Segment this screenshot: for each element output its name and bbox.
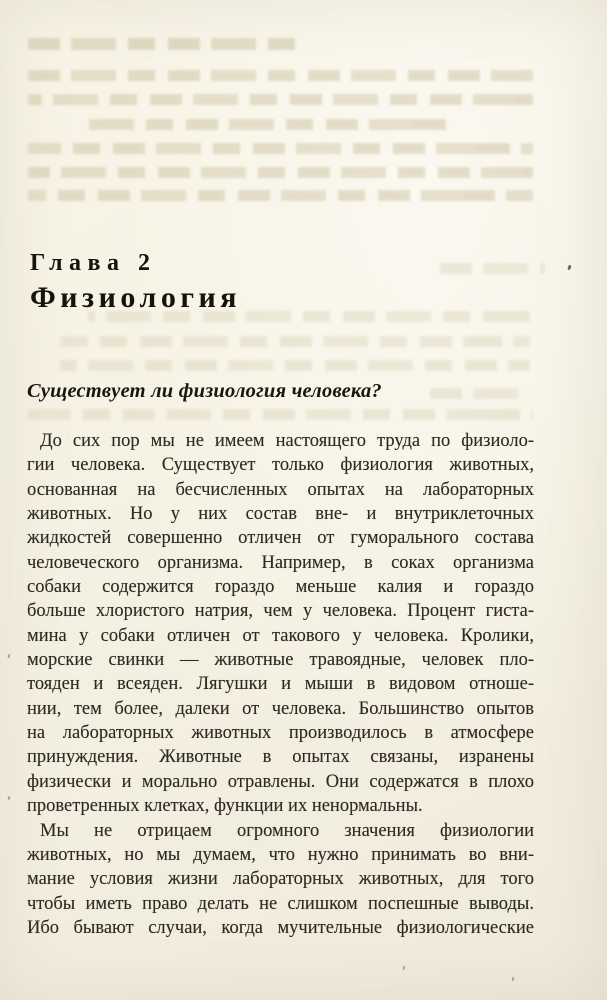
- text-line: Ибо бывают случаи, когда мучительные физиологические: [27, 917, 534, 938]
- chapter-heading: [30, 249, 241, 314]
- text-line: человеческого организма. Например, в соках организма: [27, 552, 534, 573]
- text-line: мина у собаки отличен от такового у человека. Кролики,: [27, 625, 534, 646]
- text-line: жидкостей совершенно отличен от гуморального состава: [27, 528, 534, 549]
- text-line: проветренных клетках, функции их ненормальны.: [27, 796, 423, 817]
- bleed-through-line: [28, 70, 533, 81]
- chapter-label: Глава 2: [30, 250, 157, 276]
- bleed-through-line: [60, 336, 530, 347]
- text-line: тояден и всеяден. Лягушки и мыши в видовом отноше-: [27, 674, 534, 695]
- text-line: нии, тем более, далеки от человека. Большинство опытов: [27, 698, 534, 719]
- text-line: собаки содержится гораздо меньше калия и гораздо: [27, 577, 534, 598]
- scan-speck: [511, 977, 514, 981]
- bleed-through-line: [28, 167, 533, 178]
- text-line: физически и морально отравлены. Они содержатся в плохо: [27, 771, 534, 792]
- section-heading: Существует ли физиология человека?: [27, 380, 382, 402]
- body-text: [27, 429, 534, 940]
- text-line: До сих пор мы не имеем настоящего труда по физиоло-: [40, 431, 534, 451]
- text-line: на лабораторных животных производилось в атмосфере: [27, 723, 534, 744]
- text-line: гии человека. Существует только физиология животных,: [27, 455, 534, 476]
- paragraph: [27, 429, 534, 819]
- text-line: чтобы иметь право делать не слишком поспешные выводы.: [27, 893, 534, 914]
- paragraph: [27, 819, 534, 941]
- bleed-through-line: [28, 38, 296, 50]
- bleed-through-line: [28, 409, 533, 420]
- text-line: Мы не отрицаем огромного значения физиологии: [40, 820, 534, 841]
- bleed-through-line: [28, 143, 533, 154]
- text-line: животных, но мы думаем, что нужно принимать во вни-: [27, 844, 534, 865]
- scan-speck: [402, 966, 405, 970]
- text-line: больше хлористого натрия, чем у человека. Процент гиста-: [27, 601, 534, 622]
- bleed-through-line: [86, 119, 454, 130]
- scan-speck: [7, 654, 10, 658]
- bleed-through-line: [28, 190, 533, 201]
- text-line: мание условия жизни лабораторных животных, для того: [27, 869, 534, 890]
- scan-speck: [7, 796, 10, 800]
- bleed-through-line: [60, 360, 530, 371]
- text-line: основанная на бесчисленных опытах на лабораторных: [27, 479, 534, 500]
- scan-speck: [567, 265, 571, 271]
- bleed-through-line: [440, 263, 545, 274]
- text-line: принуждения. Животные в опытах связаны, изранены: [27, 747, 534, 768]
- text-line: морские свинки — животные травоядные, человек пло-: [27, 650, 534, 671]
- text-line: животных. Но у них состав вне- и внутриклеточных: [27, 504, 534, 525]
- chapter-title: Физиология: [30, 280, 241, 314]
- bleed-through-line: [28, 94, 533, 105]
